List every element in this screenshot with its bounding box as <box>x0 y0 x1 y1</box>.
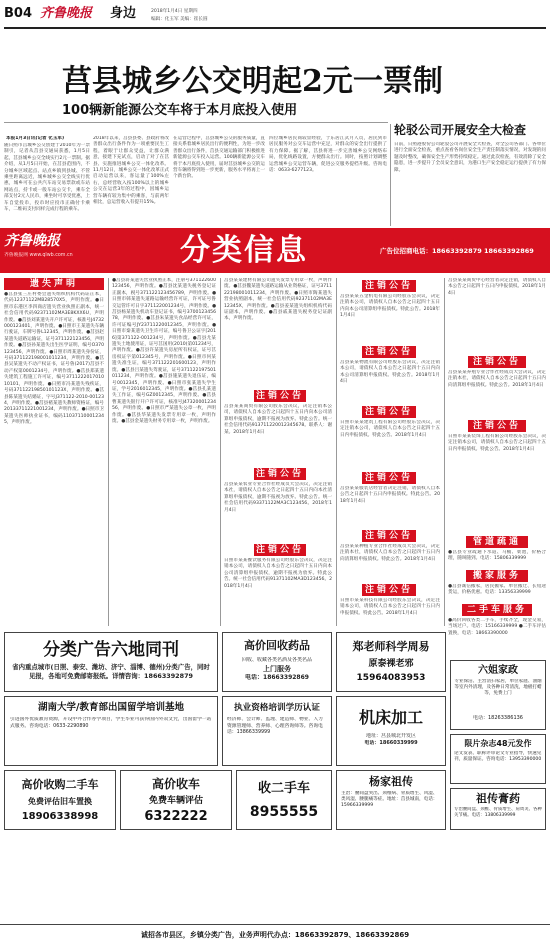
cancellation-title: 注销公告 <box>362 346 416 358</box>
col2-notices: ●莒县蒋某遗失营业执照正本，注册号371122600123456，声明作废。●莒县沈某遗失税务登记证正副本，税号371122123456789，声明作废。●日照市韩某遗失道路运输经营许可证，许可证号鲁交运管许可日字371122001234号，声明作废。●莒县杨某遗失机动车登记证书，编号370012345678，声明作废。●莒县朱某遗失食品经营许可证，许可证编号JY23711220012345，声明作废。●日照市秦某遗失卫生许可证，编号鲁卫公证字[2016]第371122-001234号，声明作废。●莒县尤某遗失土地使用证，证号莒国用(2010)第01234号，声明作废。●莒县许某遗失房屋所有权证，证号莒房权证字第012345号，声明作废。●日照市何某遗失准生证，编号371122201600123，声明作废。●莒县吕某遗失驾驶证，证号371122197501011234，声明作废。●莒县施某遗失退伍证，编号0012345，声明作废。●日照市张某遗失学生证，学号2016012345，声明作废。●莒县孔某遗失工作证，编号GZ0012345，声明作废。●莒县曹某遗失银行开户许可证，核准号J4732000123456，声明作废。●日照市严某遗失公章一枚，声明作废。●莒县华某遗失发票专用章一枚，声明作废。●莒县金某遗失财务专用章一枚，声明作废。 <box>112 278 216 424</box>
ad-yang-family <box>336 770 446 830</box>
ad-text: 主治：腰间盘突出、颈椎病、骨质增生、风湿、类风湿、腰腿痛等症。地址：莒县城南，电话：15966339999 <box>341 791 438 809</box>
column-divider <box>390 124 391 226</box>
ad-used-car-buy <box>4 770 116 830</box>
cancellation-title: 注销公告 <box>362 584 416 596</box>
moving-service-body: ●莒县诚信搬家，居民搬家、单位搬迁、长短途货运，价格优惠。电话：13356339999 <box>448 584 546 596</box>
cancellation-title: 注销公告 <box>362 530 416 542</box>
header-rule <box>4 27 546 29</box>
column-divider <box>336 278 337 626</box>
main-subhead: 100辆新能源公交车将于本月底投入使用 <box>62 103 298 118</box>
cancellation-body: 莒县某某种植专业合作社经成员大会决议，决定注销本社，请债权人自本公告之日起四十五日内向清算组申报债权。特此公告。2018年1月4日 <box>340 544 440 562</box>
cancellation-title: 注销公告 <box>362 280 416 292</box>
ad-training <box>222 696 332 766</box>
cancellation-title: 注销公告 <box>468 420 526 432</box>
article-col-4: 四位城乡居民商较显经验，于东居江式月人员，居民到市居民服务对公交车运营中充足，对群众的安全出行提供了有力保障。据了解，莒县将进一步完善城乡公交网络布局，优化线路设置，方便群众出行。同时，按照计划调整运营城乡公交运营车辆，促进公交服务提档升级。咨询电话：0633-6277123。 <box>269 136 387 174</box>
moving-service-title: 搬家服务 <box>466 570 528 582</box>
cancellation-title: 注销公告 <box>255 545 304 555</box>
article-col-3: 在运营过程中，莒县城乡公交的服务质量，直接关系着城乡居民出行的便利性，为进一步改善群众出行条件，莒县交通运输部门积极推进新能源公交车投入运营。100辆新能源公交车将于本月底投入使用，届时莒县城乡公交的运营车辆将得到进一步更新，服务水平将再上一个新台阶。 <box>173 136 265 180</box>
ad-phone: 6322222 <box>144 809 208 824</box>
cancellation-title: 注销公告 <box>255 391 304 401</box>
pipe-service-body: ●莒县专业疏通下水道、马桶、菜池，价格合理，随叫随到。电话：15806339999 <box>448 550 546 562</box>
article-col-2: 2018年以来，莒县县委、县政府将改善群众出行条件作为一项重要民生工程，着眼于让群众受益，让群众满意，接建下充试点，启动了对了在莒县、实施推进城乡公交一体化改革。11月12日，城乡公交一体化改革正式启动运营以来，客运量了100%左右，总经营收入按100%以上的城乡公交在运营3年的过程中，因城乡运营车辆有较为集中的乘客，与前两年相比，总运营收入有提升15%。 <box>93 136 169 206</box>
ad-six-city <box>4 632 218 692</box>
cancellation-body: 日照市某某建筑工程有限公司经股东会决议，决定注销本公司，请债权人自本公告之日起四十五日内申报债权。特此公告。2018年1月4日 <box>340 420 440 438</box>
ad-title: 分类广告六地同刊 <box>43 640 179 660</box>
ad-text: 地址：莒县城北开发区 <box>365 733 416 739</box>
cancellation-body: 莒县某某五金机电有限公司经股东会决议，决定注销本公司，请债权人自本公告之日起四十五日内向本公司清算组申报债权。特此公告。2018年1月4日 <box>340 294 440 319</box>
ad-hunan-university <box>4 696 218 766</box>
cancellation-title: 注销公告 <box>255 469 304 479</box>
ad-plaster <box>450 788 546 830</box>
ad-used-car-collect <box>236 770 332 830</box>
ad-title: 高价收车 <box>151 777 200 791</box>
ad-magazine <box>450 734 546 784</box>
ad-text: 论文发表、职称评审论文专业指导，快速见刊，质量保证。咨询电话：13953390000 <box>454 751 542 763</box>
section-name: 身边 <box>110 6 137 21</box>
ad-phone: 18906338998 <box>21 811 99 822</box>
ad-text: 上门服务 <box>263 665 291 673</box>
ad-text: 免费评估旧车置换 <box>28 797 92 806</box>
ad-title: 执业资格培训学历认证 <box>234 703 320 713</box>
main-headline: 莒县城乡公交明起2元一票制 <box>62 64 443 99</box>
cancellation-body: 莒县某某商贸有限公司股东会决议，决定注销本公司，请债权人自本公告之日起四十五日内向本公司清算组申报债权，逾期不报视为放弃。特此公告。统一社会信用代码913711220012345678。联系人：谢某。2018年1月4日 <box>224 404 332 435</box>
ad-phone: 电话：18663392869 <box>245 674 309 681</box>
ad-text: 引进国外优质教育资源，开设中外合作办学项目，学生毕业可获得国内外双文凭，出国留学一站式服务。咨询电话：0633-2290890 <box>10 717 212 729</box>
ad-title: 机床加工 <box>358 708 423 727</box>
ad-text: 专治腰间盘、颈椎、骨质增生、肩周炎、各种关节痛。电话：13806339999 <box>454 807 542 818</box>
col3-top: 莒县某某建材有限公司遗失发票专用章一枚，声明作废。●莒县魏某遗失道路运输从业资格证，证号371122198001011234，声明作废。●日照市陶某遗失营业执照副本，统一社会信用代码92371102MA3E12345X，声明作废。●莒县姜某遗失组织机构代码证副本，声明作废。●莒县戚某遗失税务登记证副本，声明作废。 <box>224 278 332 322</box>
used-car-title: 二手车服务 <box>462 604 532 616</box>
ad-text: 回收、收藏各类名酒及各类名品 <box>241 657 312 663</box>
ad-car-recycle <box>120 770 232 830</box>
cancellation-body: 莒县某某农业专业合作社经成员大会决议，决定注销本社，请债权人自本公告之日起四十五日内向本社清算组申报债权，逾期不报视为放弃。特此公告。统一社会信用代码93371122MA3C123456。2018年1月4日 <box>224 482 332 513</box>
issue-date: 2018年1月4日 星期四 <box>151 9 198 14</box>
side-article-body: 日前，日照港股份公司轮驳公司开展安全大检查，对全公司各部门、各单位进行全面安全检查，重点查看各岗位安全生产责任制落实情况，对发现的问题及时整改，确保安全生产形势持续稳定。通过此次检查，有效消除了安全隐患，进一步提升了全员安全意识，为港口生产安全稳定运行提供了有力保障。 <box>394 142 546 173</box>
cancellation-title: 注销公告 <box>362 406 416 418</box>
ad-text: 省内重点城市(日照、泰安、潍坊、济宁、淄博、德州)分类广告，同时见报，各地可免费邮寄报纸。详情咨询：18663392879 <box>12 663 210 680</box>
ad-text: 专业保洁、主营清扫家居，单位家庭、油烟等室内外清理，及各种日常清洗，地板打蜡等，免费上门 <box>454 679 542 697</box>
ad-title: 限片杂志48元发作 <box>464 739 532 748</box>
ad-phone: 电话：18263386136 <box>473 715 523 721</box>
banner-website: 齐鲁晚报网 www.qlwb.com.cn <box>4 253 73 258</box>
cancellation-body: 日照市某某科技有限公司经股东会决议，决定注销本公司，请债权人自本公告之日起四十五日内申报债权。特此公告。2018年1月4日 <box>340 598 440 616</box>
ad-medicine-recycle <box>222 632 332 692</box>
ad-title: 高价回收药品 <box>244 639 310 652</box>
ad-title: 祖传膏药 <box>476 792 520 805</box>
ad-title: 六姐家政 <box>478 665 518 676</box>
cancellation-body: 日照市某某装饰工程有限公司经股东会决议，决定注销本公司，请债权人自本公告之日起四十五日内申报债权。特此公告。2018年1月4日 <box>448 434 546 452</box>
lost-notice-title: 遗失声明 <box>4 278 104 290</box>
column-divider <box>444 278 445 626</box>
ad-machining <box>336 696 446 766</box>
ad-text: 免费车辆评估 <box>148 796 203 806</box>
ad-title: 湖南大学/教育部出国留学培训基地 <box>38 702 184 713</box>
cancellation-title: 注销公告 <box>362 472 416 484</box>
ad-title: 杨家祖传 <box>369 775 413 788</box>
page-number: B04 <box>4 6 32 21</box>
column-divider <box>108 278 109 626</box>
ad-phone: 8955555 <box>249 804 319 820</box>
newspaper-logo: 齐鲁晚报 <box>40 6 93 21</box>
cancellation-body: 莒县某某养殖专业合作社经成员大会决议，决定注销本社，请债权人自本公告之日起四十五日内向清算组申报债权。特此公告。2018年1月4日 <box>448 370 546 388</box>
footer-recruit: 诚招各市县区，乡镇分类广告，业务声明代办点：18663392879、18663392869 <box>0 924 550 944</box>
ad-text: 经济师、会计师、监理、建造师、物业、人力资源管理师、营养师、心理咨询师等。咨询电话：13866339999 <box>227 717 323 736</box>
ad-text: 原泰裸老邪 <box>368 659 414 669</box>
ad-housekeeping <box>450 660 546 730</box>
banner-phone: 广告位招商电话：18663392879 18663392869 <box>380 247 534 255</box>
editors: 编辑：化玉军 美编：崔长圆 <box>151 17 208 22</box>
used-car-body: ●高价回收各类二手车，手续齐全，现金交易，当场过户。电话：15166339999 ●二手车评估置换，电话：18663390000 <box>448 618 546 636</box>
col5-top: 莒县某某商贸中心经营者决定注销，请债权人自本公告之日起四十五日内申报债权。2018年1月4日 <box>448 278 546 296</box>
ad-phone: 15964083953 <box>356 673 426 683</box>
article-byline: 本报1月3日讯(记者 化玉军) <box>6 136 65 141</box>
cancellation-body: 日照市某某餐饮服务有限公司经股东会决议，决定注销本公司，请债权人自本公告之日起四十五日内向本公司清算组申报债权，逾期不报视为放弃。特此公告。统一社会信用代码91371102MA3D123456。2018年1月4日 <box>224 558 332 589</box>
cancellation-body: 莒县某某服装店经营者决定注销，请债权人自本公告之日起四十五日内申报债权。特此公告。2018年1月4日 <box>340 486 440 504</box>
article-rule <box>4 122 388 123</box>
ad-zhouyi <box>336 632 446 692</box>
banner-title: 分类信息 <box>180 233 308 268</box>
ad-phone: 电话：18660339999 <box>364 740 418 746</box>
cancellation-body: 莒县某某物流有限公司经股东会决议，决定注销本公司，请债权人自本公告之日起四十五日内向本公司清算组申报债权。特此公告。2018年1月4日 <box>340 360 440 385</box>
ad-title: 收二手车 <box>257 781 310 796</box>
banner-logo: 齐鲁晚报 <box>4 233 60 249</box>
column-divider <box>220 278 221 626</box>
ad-title: 郑老师科学周易 <box>352 640 430 653</box>
article-col-1: 随日照市莒城乡公交创建于2010年为一票制引，记者从莒县交通局获悉，1月5日起，莒县城乡公交全线实行2元一票制。据介绍，从1月5日开始，在莒县范围内，不分城乡区域起点、站点乡镇到县城、不管乘坐距离远近，城乡城乡公交全线实行优惠，城乡可在公共汽车站交易票款或车站网站点，持卡或一般车站公交卡，乘车全部支付2元人民币，乘坐时可享受优惠，上车自觉投币，投币时应投币正确付卡乘车，二维码支付同样完成行程的乘车。 <box>4 143 90 213</box>
side-headline: 轮驳公司开展安全大检查 <box>394 123 527 137</box>
ad-title: 高价收购二手车 <box>21 778 99 791</box>
cancellation-title: 注销公告 <box>468 356 526 368</box>
pipe-service-title: 管道疏通 <box>466 536 528 548</box>
lost-notice-body: ●莒县张三庄村委会遗失组织机构代码证正本，代码12371122MB28570X5，声明作废。●日照市东港区李四商店遗失营业执照正副本，统一社会信用代码92371102MA3E8KXX6U，声明作废。●莒县刘某遗失开户许可证，核准号J4732000123401，声明作废。●日照市王某遗失车辆行驶证，车牌号鲁L12345，声明作废。●莒县赵某遗失道路运输证，证号371122123456，声明作废。●莒县孙某遗失出生医学证明，编号O370123456，声明作废。●日照市周某遗失身份证，号码371122198001011234，声明作废。●莒县吴某遗失不动产权证书，证号鲁(2017)莒县不动产权第0001234号，声明作废。●莒县郑某遗失建筑工程施工许可证，编号371122201701010101，声明作废。●日照市冯某遗失残疾证，号码37112219850101123X，声明作废。●莒县陈某遗失结婚证，字号J371122-2010-001234，声明作废。●莒县褚某遗失教师资格证，编号20133711221001234，声明作废。●日照市卫某遗失医师执业证书，编码110371100012345，声明作废。 <box>4 292 104 426</box>
